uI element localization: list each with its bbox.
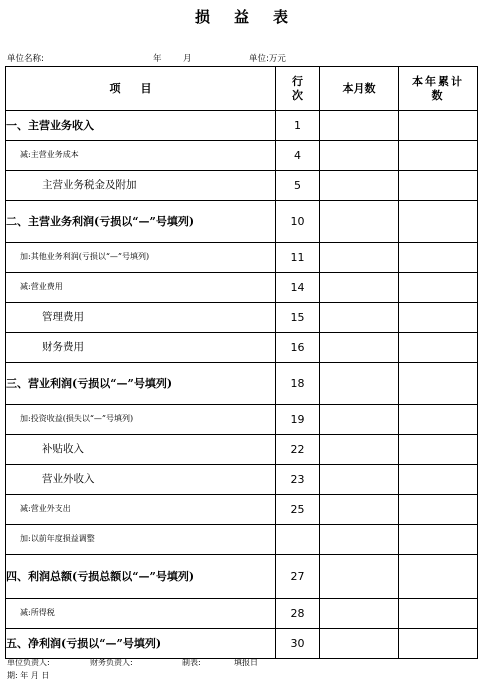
signature-line (7, 657, 477, 669)
table-row (6, 435, 478, 465)
row-line-number: 27 (276, 555, 320, 599)
table-row (6, 111, 478, 141)
filing-date-line: 期: 年 月 日 (7, 671, 50, 680)
year-label: 年 (153, 54, 162, 64)
table-row (6, 363, 478, 405)
row-current-month-cell[interactable] (320, 201, 399, 243)
row-item-label: 加:投资收益(损失以“—”号填列) (6, 405, 276, 435)
header-line-no: 行次 (276, 67, 320, 111)
row-current-month-cell[interactable] (320, 435, 399, 465)
row-line-number: 18 (276, 363, 320, 405)
row-line-number: 4 (276, 141, 320, 171)
row-line-number: 19 (276, 405, 320, 435)
table-row (6, 141, 478, 171)
row-line-number: 1 (276, 111, 320, 141)
table-row (6, 465, 478, 495)
row-item-label: 五、净利润(亏损以“—”号填列) (6, 629, 276, 659)
row-current-month-cell[interactable] (320, 171, 399, 201)
row-year-to-date-cell[interactable] (399, 435, 478, 465)
row-year-to-date-cell[interactable] (399, 495, 478, 525)
row-year-to-date-cell[interactable] (399, 111, 478, 141)
row-year-to-date-cell[interactable] (399, 363, 478, 405)
row-current-month-cell[interactable] (320, 629, 399, 659)
row-item-label: 管理费用 (6, 303, 276, 333)
unit-label: 单位:万元 (249, 54, 286, 64)
header-current-month: 本月数 (320, 67, 399, 111)
row-item-label: 营业外收入 (6, 465, 276, 495)
preparer-label: 制表: (182, 658, 201, 667)
finance-head-label: 财务负责人: (90, 658, 133, 667)
table-row (6, 525, 478, 555)
row-current-month-cell[interactable] (320, 243, 399, 273)
row-line-number: 22 (276, 435, 320, 465)
table-row (6, 495, 478, 525)
row-year-to-date-cell[interactable] (399, 629, 478, 659)
report-meta (7, 52, 477, 64)
row-line-number: 30 (276, 629, 320, 659)
row-item-label: 三、营业利润(亏损以“—”号填列) (6, 363, 276, 405)
row-current-month-cell[interactable] (320, 555, 399, 599)
row-year-to-date-cell[interactable] (399, 333, 478, 363)
table-row (6, 555, 478, 599)
row-line-number: 23 (276, 465, 320, 495)
row-current-month-cell[interactable] (320, 273, 399, 303)
row-current-month-cell[interactable] (320, 141, 399, 171)
table-row (6, 405, 478, 435)
row-current-month-cell[interactable] (320, 111, 399, 141)
row-item-label: 四、利润总额(亏损总额以“—”号填列) (6, 555, 276, 599)
table-header-row (6, 67, 478, 111)
row-current-month-cell[interactable] (320, 599, 399, 629)
row-current-month-cell[interactable] (320, 495, 399, 525)
row-year-to-date-cell[interactable] (399, 405, 478, 435)
page-title: 损益表 (194, 8, 312, 26)
row-item-label: 减:所得税 (6, 599, 276, 629)
row-line-number: 25 (276, 495, 320, 525)
row-line-number: 15 (276, 303, 320, 333)
row-current-month-cell[interactable] (320, 465, 399, 495)
table-row (6, 599, 478, 629)
row-year-to-date-cell[interactable] (399, 201, 478, 243)
row-year-to-date-cell[interactable] (399, 555, 478, 599)
header-year-to-date: 本年累计数 (399, 67, 478, 111)
month-label: 月 (183, 54, 192, 64)
row-line-number: 10 (276, 201, 320, 243)
header-item: 项目 (6, 67, 276, 111)
table-row (6, 629, 478, 659)
row-line-number: 11 (276, 243, 320, 273)
row-item-label: 减:主营业务成本 (6, 141, 276, 171)
table-row (6, 303, 478, 333)
row-current-month-cell[interactable] (320, 405, 399, 435)
row-current-month-cell[interactable] (320, 363, 399, 405)
row-item-label: 补贴收入 (6, 435, 276, 465)
row-line-number (276, 525, 320, 555)
row-line-number: 28 (276, 599, 320, 629)
row-year-to-date-cell[interactable] (399, 599, 478, 629)
filing-date-label: 填报日 (234, 658, 258, 667)
row-item-label: 财务费用 (6, 333, 276, 363)
income-statement-table (5, 66, 478, 659)
row-line-number: 16 (276, 333, 320, 363)
row-year-to-date-cell[interactable] (399, 465, 478, 495)
table-row (6, 171, 478, 201)
company-name-label: 单位名称: (7, 54, 44, 64)
row-current-month-cell[interactable] (320, 333, 399, 363)
table-row (6, 201, 478, 243)
row-year-to-date-cell[interactable] (399, 141, 478, 171)
table-row (6, 243, 478, 273)
row-item-label: 减:营业费用 (6, 273, 276, 303)
row-year-to-date-cell[interactable] (399, 273, 478, 303)
row-item-label: 二、主营业务利润(亏损以“—”号填列) (6, 201, 276, 243)
row-item-label: 加:其他业务利润(亏损以“—”号填列) (6, 243, 276, 273)
table-row (6, 333, 478, 363)
row-year-to-date-cell[interactable] (399, 525, 478, 555)
row-item-label: 一、主营业务收入 (6, 111, 276, 141)
row-item-label: 主营业务税金及附加 (6, 171, 276, 201)
row-year-to-date-cell[interactable] (399, 171, 478, 201)
row-line-number: 5 (276, 171, 320, 201)
row-item-label: 减:营业外支出 (6, 495, 276, 525)
row-year-to-date-cell[interactable] (399, 243, 478, 273)
principal-label: 单位负责人: (7, 658, 50, 667)
row-item-label: 加:以前年度损益调整 (6, 525, 276, 555)
table-row (6, 273, 478, 303)
row-year-to-date-cell[interactable] (399, 303, 478, 333)
row-line-number: 14 (276, 273, 320, 303)
row-current-month-cell[interactable] (320, 525, 399, 555)
row-current-month-cell[interactable] (320, 303, 399, 333)
